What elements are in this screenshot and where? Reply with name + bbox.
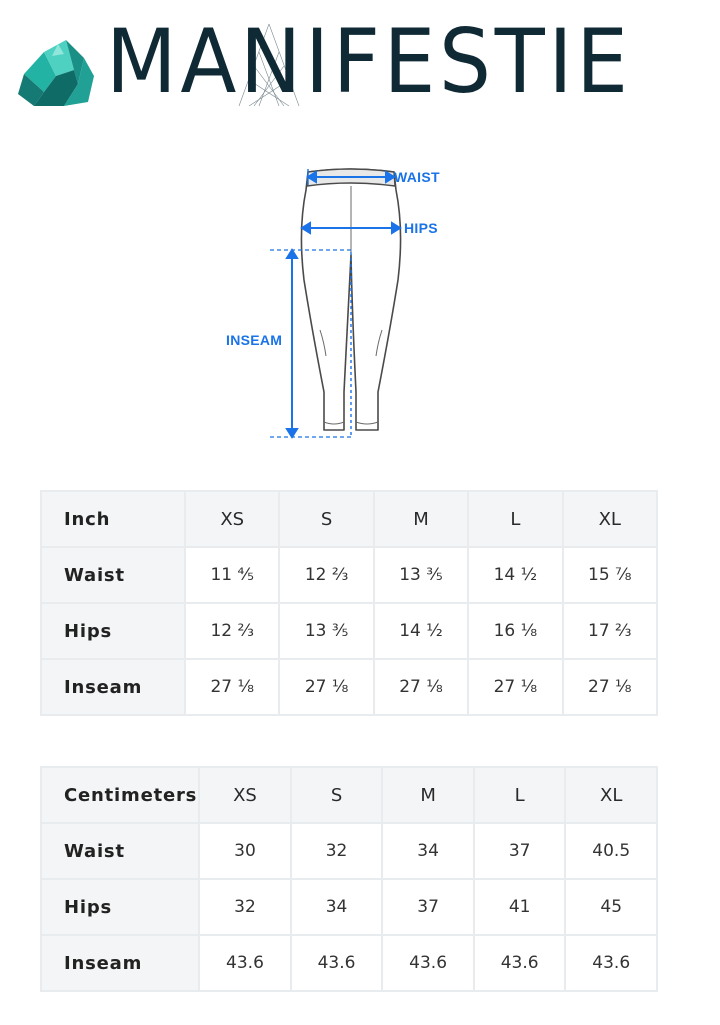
size-header-m: M — [375, 490, 469, 548]
row-label: Hips — [40, 604, 186, 660]
size-header-m: M — [383, 766, 475, 824]
row-label: Hips — [40, 880, 200, 936]
table-cell: 32 — [200, 880, 292, 936]
table-cell: 27 ⅛ — [280, 660, 374, 716]
table-cell: 27 ⅛ — [186, 660, 280, 716]
table-row — [40, 824, 658, 880]
table-cell: 43.6 — [475, 936, 567, 992]
table-row — [40, 880, 658, 936]
centimeters-size-table — [40, 766, 658, 992]
table-cell: 13 ⅗ — [375, 548, 469, 604]
table-row — [40, 548, 658, 604]
table-cell: 34 — [292, 880, 384, 936]
brand-a-pattern-icon — [209, 14, 329, 114]
inch-size-table — [40, 490, 658, 716]
table-row — [40, 660, 658, 716]
table-cell: 16 ⅛ — [469, 604, 563, 660]
hips-label: HIPS — [404, 220, 438, 236]
size-header-l: L — [475, 766, 567, 824]
leggings-icon — [220, 160, 480, 450]
table-cell: 37 — [383, 880, 475, 936]
size-header-xs: XS — [200, 766, 292, 824]
table-cell: 40.5 — [566, 824, 658, 880]
row-label: Inseam — [40, 936, 200, 992]
size-header-s: S — [292, 766, 384, 824]
waist-label: WAIST — [394, 169, 440, 185]
size-header-l: L — [469, 490, 563, 548]
table-cell: 27 ⅛ — [375, 660, 469, 716]
table-cell: 12 ⅔ — [186, 604, 280, 660]
brand-header — [14, 10, 714, 114]
table-cell: 41 — [475, 880, 567, 936]
size-header-s: S — [280, 490, 374, 548]
row-label: Waist — [40, 824, 200, 880]
table-cell: 27 ⅛ — [469, 660, 563, 716]
table-cell: 30 — [200, 824, 292, 880]
inseam-label: INSEAM — [226, 332, 283, 348]
table-cell: 37 — [475, 824, 567, 880]
table-cell: 14 ½ — [375, 604, 469, 660]
unit-header: Centimeters — [40, 766, 200, 824]
unit-header: Inch — [40, 490, 186, 548]
table-cell: 11 ⅘ — [186, 548, 280, 604]
table-row — [40, 936, 658, 992]
table-cell: 45 — [566, 880, 658, 936]
table-cell: 27 ⅛ — [564, 660, 658, 716]
table-cell: 43.6 — [566, 936, 658, 992]
table-header-row — [40, 490, 658, 548]
leggings-measurement-diagram — [220, 160, 480, 450]
row-label: Waist — [40, 548, 186, 604]
table-row — [40, 604, 658, 660]
table-cell: 34 — [383, 824, 475, 880]
table-cell: 43.6 — [200, 936, 292, 992]
row-label: Inseam — [40, 660, 186, 716]
size-header-xl: XL — [566, 766, 658, 824]
table-cell: 43.6 — [292, 936, 384, 992]
crystal-cluster-icon — [14, 14, 104, 114]
table-cell: 14 ½ — [469, 548, 563, 604]
table-cell: 43.6 — [383, 936, 475, 992]
table-cell: 32 — [292, 824, 384, 880]
size-header-xl: XL — [564, 490, 658, 548]
table-cell: 13 ⅗ — [280, 604, 374, 660]
brand-name: MANIFESTIE — [106, 10, 632, 113]
table-header-row — [40, 766, 658, 824]
table-cell: 17 ⅔ — [564, 604, 658, 660]
table-cell: 15 ⅞ — [564, 548, 658, 604]
table-cell: 12 ⅔ — [280, 548, 374, 604]
size-header-xs: XS — [186, 490, 280, 548]
